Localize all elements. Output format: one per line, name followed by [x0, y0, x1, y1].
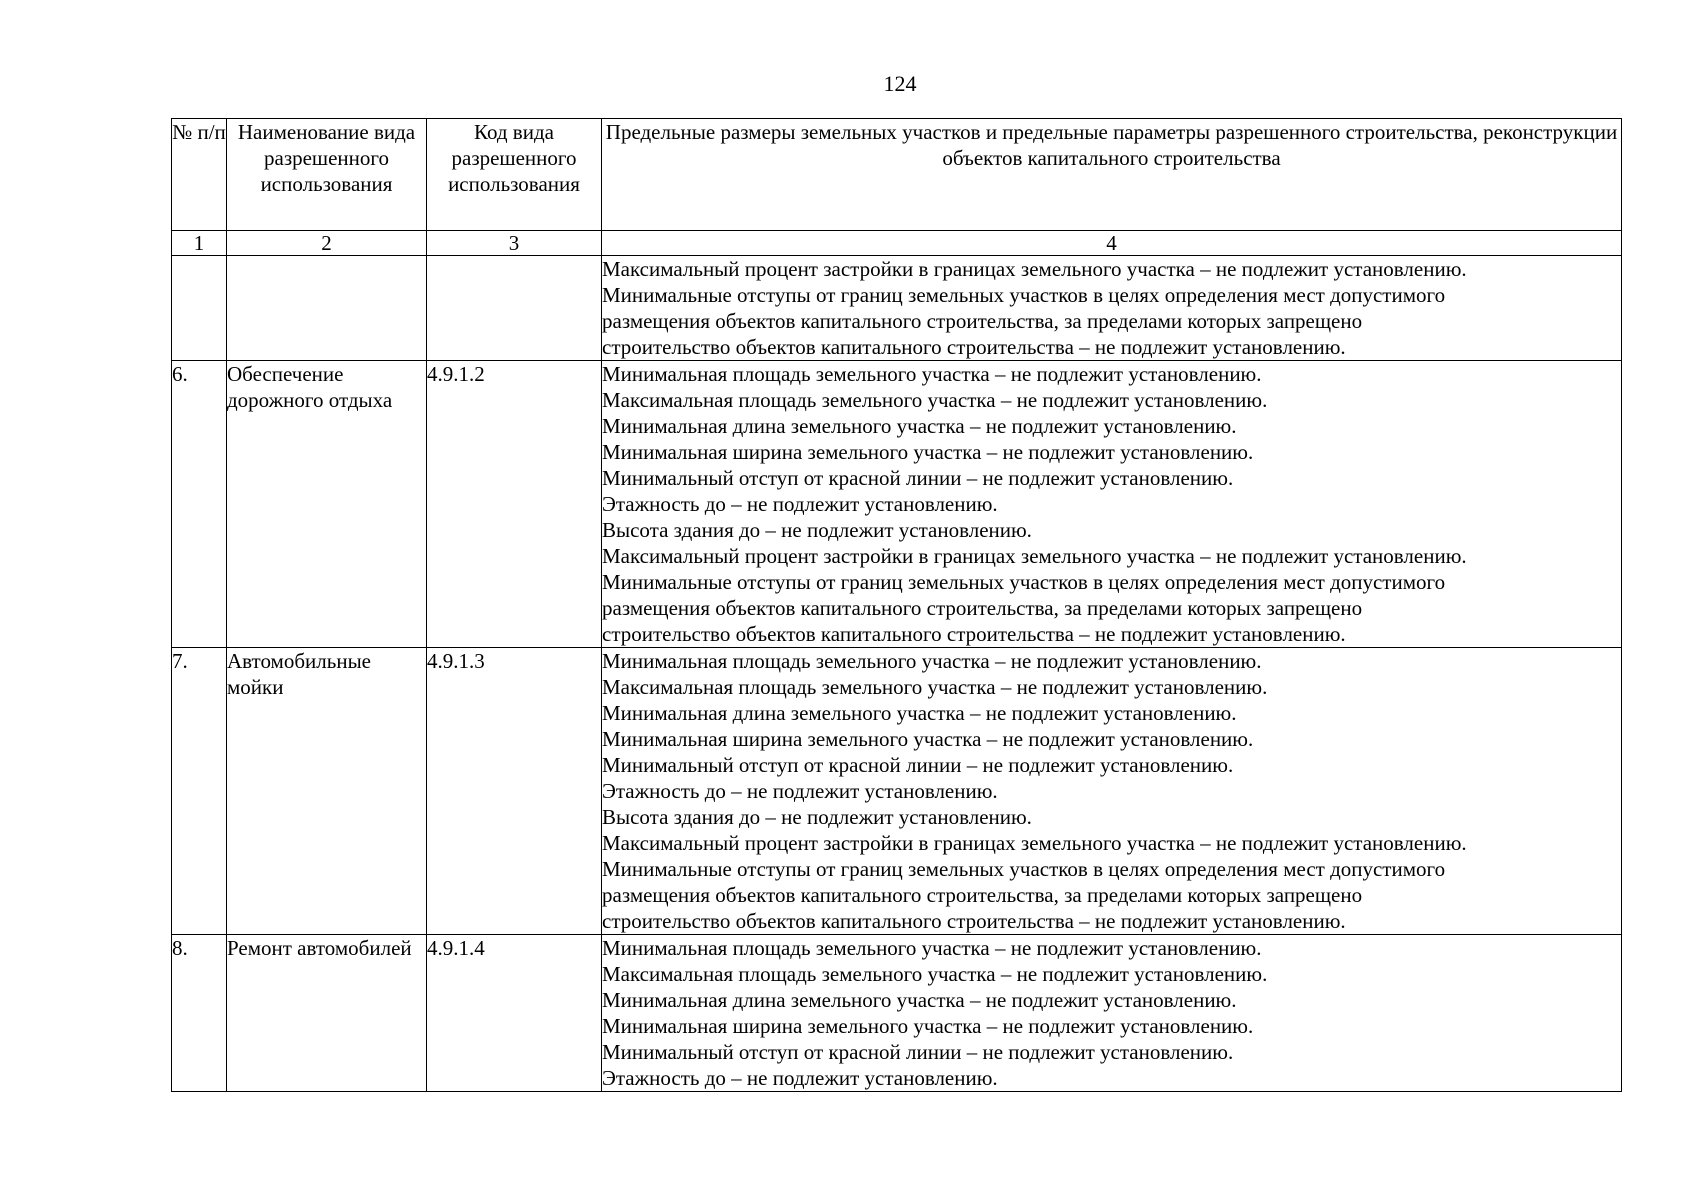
header-parameters: Предельные размеры земельных участков и предельные параметры разрешенного строительства, реконструкции объектов капитального строительства	[602, 119, 1622, 231]
header-use-code: Код вида разрешенного использования	[427, 119, 602, 231]
column-number-row	[172, 231, 1622, 256]
parameter-line: Максимальный процент застройки в границах земельного участка – не подлежит установлению.	[602, 257, 1467, 281]
parameter-line: Этажность до – не подлежит установлению.	[602, 779, 998, 803]
parameter-line: Минимальная площадь земельного участка – не подлежит установлению.	[602, 649, 1262, 673]
row-number	[172, 256, 227, 361]
column-number: 3	[427, 231, 602, 256]
parameters-cell	[602, 361, 1622, 648]
header-number: № п/п	[172, 119, 227, 231]
use-name: Автомобильные мойки	[227, 648, 427, 935]
table-body	[172, 256, 1622, 1092]
parameter-line: Высота здания до – не подлежит установлению.	[602, 518, 1032, 542]
table-row	[172, 361, 1622, 648]
column-number: 2	[227, 231, 427, 256]
parameter-line: Минимальная длина земельного участка – не подлежит установлению.	[602, 701, 1237, 725]
parameter-line: строительство объектов капитального строительства – не подлежит установлению.	[602, 909, 1346, 933]
parameters-cell	[602, 935, 1622, 1092]
parameter-line: Минимальная площадь земельного участка – не подлежит установлению.	[602, 936, 1262, 960]
header-use-name: Наименование вида разрешенного использования	[227, 119, 427, 231]
parameter-line: Максимальный процент застройки в границах земельного участка – не подлежит установлению.	[602, 831, 1467, 855]
header-row	[172, 119, 1622, 231]
parameter-line: строительство объектов капитального строительства – не подлежит установлению.	[602, 335, 1346, 359]
column-number: 1	[172, 231, 227, 256]
parameter-line: размещения объектов капитального строительства, за пределами которых запрещено	[602, 309, 1363, 333]
parameter-line: Минимальный отступ от красной линии – не подлежит установлению.	[602, 1040, 1234, 1064]
use-name: Обеспечение дорожного отдыха	[227, 361, 427, 648]
use-name	[227, 256, 427, 361]
parameter-line: Минимальный отступ от красной линии – не подлежит установлению.	[602, 466, 1234, 490]
parameters-cell	[602, 256, 1622, 361]
parameter-line: строительство объектов капитального строительства – не подлежит установлению.	[602, 622, 1346, 646]
use-name: Ремонт автомобилей	[227, 935, 427, 1092]
table-header	[172, 119, 1622, 256]
table-row	[172, 935, 1622, 1092]
parameter-line: Минимальная площадь земельного участка – не подлежит установлению.	[602, 362, 1262, 386]
page-number: 124	[883, 71, 917, 96]
row-number: 8.	[172, 935, 227, 1092]
parameter-line: Минимальная длина земельного участка – не подлежит установлению.	[602, 414, 1237, 438]
column-number: 4	[602, 231, 1622, 256]
parameter-line: Минимальная длина земельного участка – не подлежит установлению.	[602, 988, 1237, 1012]
parameter-line: Этажность до – не подлежит установлению.	[602, 1066, 998, 1090]
parameter-line: Минимальный отступ от красной линии – не подлежит установлению.	[602, 753, 1234, 777]
row-number: 6.	[172, 361, 227, 648]
parameter-line: Этажность до – не подлежит установлению.	[602, 492, 998, 516]
parameter-line: Минимальная ширина земельного участка – не подлежит установлению.	[602, 727, 1254, 751]
parameter-line: Минимальная ширина земельного участка – не подлежит установлению.	[602, 440, 1254, 464]
parameter-line: Максимальная площадь земельного участка – не подлежит установлению.	[602, 962, 1268, 986]
use-code: 4.9.1.3	[427, 648, 602, 935]
parameter-line: Максимальный процент застройки в границах земельного участка – не подлежит установлению.	[602, 544, 1467, 568]
table-row	[172, 648, 1622, 935]
table-row	[172, 256, 1622, 361]
parameter-line: Минимальная ширина земельного участка – не подлежит установлению.	[602, 1014, 1254, 1038]
parameters-cell	[602, 648, 1622, 935]
use-code: 4.9.1.2	[427, 361, 602, 648]
parameter-line: Высота здания до – не подлежит установлению.	[602, 805, 1032, 829]
use-code: 4.9.1.4	[427, 935, 602, 1092]
parameter-line: Максимальная площадь земельного участка – не подлежит установлению.	[602, 388, 1268, 412]
parameter-line: размещения объектов капитального строительства, за пределами которых запрещено	[602, 883, 1363, 907]
parameter-line: Минимальные отступы от границ земельных участков в целях определения мест допустимого	[602, 857, 1446, 881]
row-number: 7.	[172, 648, 227, 935]
parameter-line: Максимальная площадь земельного участка – не подлежит установлению.	[602, 675, 1268, 699]
parameter-line: Минимальные отступы от границ земельных участков в целях определения мест допустимого	[602, 283, 1446, 307]
parameter-line: размещения объектов капитального строительства, за пределами которых запрещено	[602, 596, 1363, 620]
parameter-line: Минимальные отступы от границ земельных участков в целях определения мест допустимого	[602, 570, 1446, 594]
use-code	[427, 256, 602, 361]
land-use-parameters-table	[171, 118, 1622, 1092]
